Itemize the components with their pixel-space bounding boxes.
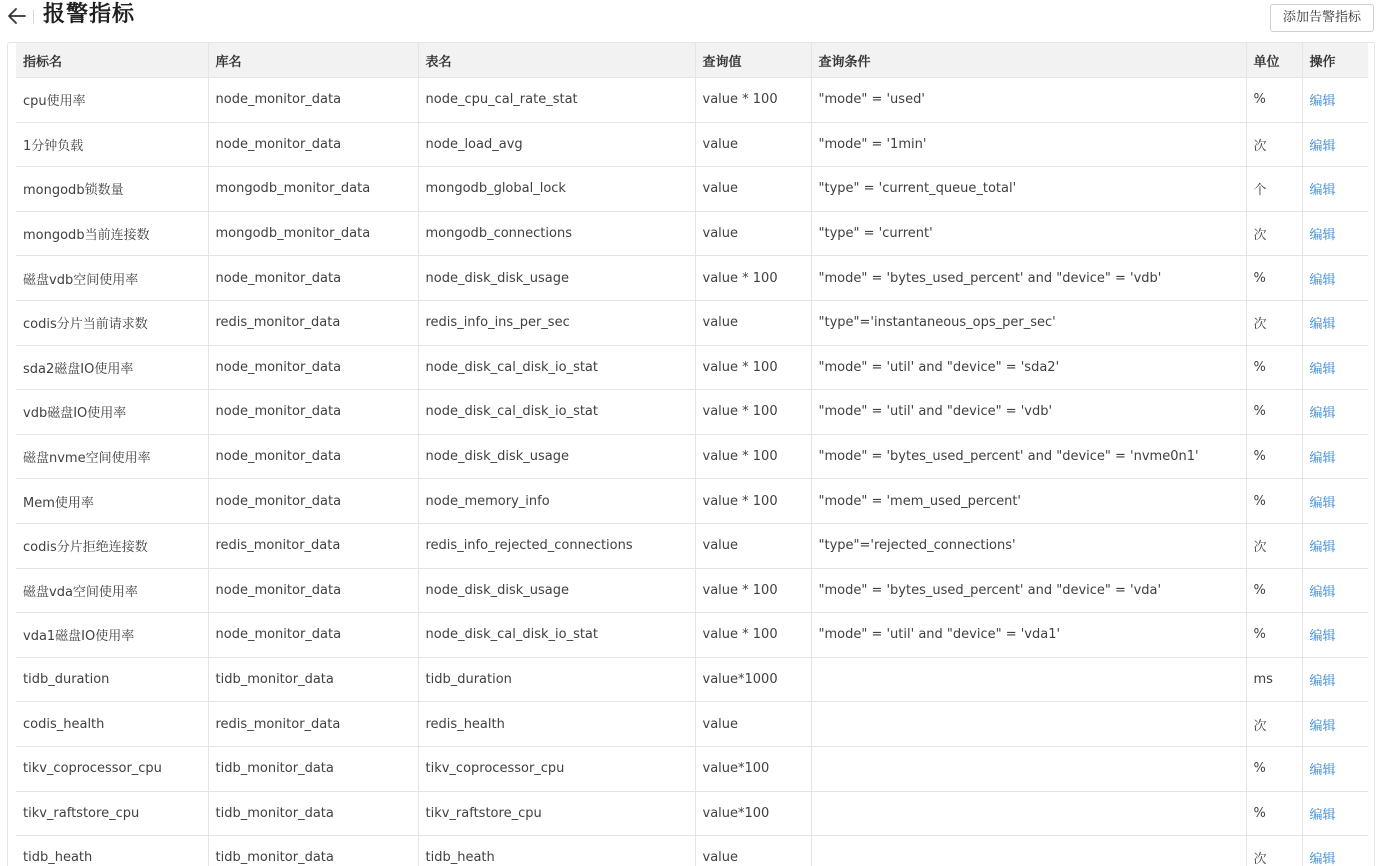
column-header-condition: 查询条件 <box>811 43 1246 78</box>
cell-action <box>1302 568 1368 613</box>
cell-action <box>1302 836 1368 866</box>
edit-link[interactable]: 编辑 <box>1309 495 1336 511</box>
cell-unit: % <box>1246 568 1302 613</box>
table-row <box>16 702 1368 747</box>
cell-query-value: value * 100 <box>695 78 811 123</box>
cell-table-name: tidb_heath <box>418 836 695 866</box>
metrics-table-container <box>7 42 1375 866</box>
cell-query-condition: "mode" = 'mem_used_percent' <box>811 479 1246 524</box>
cell-db-name: node_monitor_data <box>208 479 418 524</box>
edit-link[interactable]: 编辑 <box>1309 629 1336 645</box>
cell-query-condition: "mode" = '1min' <box>811 122 1246 167</box>
cell-table-name: node_load_avg <box>418 122 695 167</box>
table-row <box>16 345 1368 390</box>
cell-action <box>1302 78 1368 123</box>
cell-metric-name: tidb_duration <box>16 657 208 702</box>
arrow-left-icon <box>6 6 28 26</box>
cell-query-condition: "mode" = 'util' and "device" = 'vdb' <box>811 390 1246 435</box>
cell-query-condition <box>811 791 1246 836</box>
cell-action <box>1302 746 1368 791</box>
edit-link[interactable]: 编辑 <box>1309 451 1336 467</box>
table-row <box>16 479 1368 524</box>
cell-db-name: tidb_monitor_data <box>208 791 418 836</box>
cell-query-condition: "mode" = 'util' and "device" = 'sda2' <box>811 345 1246 390</box>
cell-metric-name: cpu使用率 <box>16 78 208 123</box>
column-header-value: 查询值 <box>695 43 811 78</box>
edit-link[interactable]: 编辑 <box>1309 361 1336 377</box>
cell-query-condition: "type" = 'current' <box>811 211 1246 256</box>
cell-metric-name: sda2磁盘IO使用率 <box>16 345 208 390</box>
cell-table-name: mongodb_global_lock <box>418 167 695 212</box>
add-alert-metric-button[interactable]: 添加告警指标 <box>1270 4 1374 32</box>
column-header-unit: 单位 <box>1246 43 1302 78</box>
cell-query-value: value * 100 <box>695 345 811 390</box>
cell-action <box>1302 523 1368 568</box>
metrics-table <box>16 43 1368 866</box>
cell-table-name: tikv_raftstore_cpu <box>418 791 695 836</box>
table-row <box>16 657 1368 702</box>
cell-metric-name: tikv_raftstore_cpu <box>16 791 208 836</box>
cell-db-name: tidb_monitor_data <box>208 657 418 702</box>
edit-link[interactable]: 编辑 <box>1309 183 1336 199</box>
cell-metric-name: codis_health <box>16 702 208 747</box>
cell-query-condition: "type" = 'current_queue_total' <box>811 167 1246 212</box>
edit-link[interactable]: 编辑 <box>1309 807 1336 823</box>
cell-metric-name: vdb磁盘IO使用率 <box>16 390 208 435</box>
cell-metric-name: tikv_coprocessor_cpu <box>16 746 208 791</box>
cell-unit: % <box>1246 345 1302 390</box>
table-row <box>16 568 1368 613</box>
cell-table-name: tidb_duration <box>418 657 695 702</box>
cell-table-name: node_cpu_cal_rate_stat <box>418 78 695 123</box>
cell-action <box>1302 657 1368 702</box>
cell-unit: 次 <box>1246 300 1302 345</box>
cell-query-value: value <box>695 211 811 256</box>
table-row <box>16 78 1368 123</box>
cell-metric-name: vda1磁盘IO使用率 <box>16 613 208 658</box>
cell-unit: % <box>1246 746 1302 791</box>
table-row <box>16 122 1368 167</box>
cell-action <box>1302 300 1368 345</box>
edit-link[interactable]: 编辑 <box>1309 406 1336 422</box>
edit-link[interactable]: 编辑 <box>1309 94 1336 110</box>
cell-action <box>1302 345 1368 390</box>
cell-metric-name: 磁盘vdb空间使用率 <box>16 256 208 301</box>
cell-unit: 次 <box>1246 702 1302 747</box>
table-row <box>16 390 1368 435</box>
cell-query-value: value * 100 <box>695 613 811 658</box>
cell-unit: % <box>1246 434 1302 479</box>
cell-unit: 次 <box>1246 836 1302 866</box>
page-title: 报警指标 <box>43 2 136 27</box>
cell-action <box>1302 122 1368 167</box>
cell-db-name: node_monitor_data <box>208 345 418 390</box>
cell-table-name: node_disk_disk_usage <box>418 434 695 479</box>
cell-query-value: value * 100 <box>695 434 811 479</box>
cell-db-name: node_monitor_data <box>208 256 418 301</box>
cell-action <box>1302 211 1368 256</box>
cell-db-name: mongodb_monitor_data <box>208 211 418 256</box>
table-body <box>16 78 1368 866</box>
column-header-table: 表名 <box>418 43 695 78</box>
table-row <box>16 167 1368 212</box>
edit-link[interactable]: 编辑 <box>1309 138 1336 154</box>
cell-metric-name: tidb_heath <box>16 836 208 866</box>
cell-query-condition <box>811 702 1246 747</box>
cell-query-value: value <box>695 836 811 866</box>
cell-query-value: value * 100 <box>695 479 811 524</box>
cell-db-name: node_monitor_data <box>208 568 418 613</box>
cell-db-name: node_monitor_data <box>208 613 418 658</box>
cell-query-value: value <box>695 523 811 568</box>
cell-unit: % <box>1246 256 1302 301</box>
cell-action <box>1302 167 1368 212</box>
cell-table-name: node_disk_disk_usage <box>418 568 695 613</box>
cell-query-value: value <box>695 167 811 212</box>
edit-link[interactable]: 编辑 <box>1309 763 1336 779</box>
cell-query-value: value * 100 <box>695 256 811 301</box>
cell-query-condition: "mode" = 'bytes_used_percent' and "device" = 'vda' <box>811 568 1246 613</box>
cell-query-value: value <box>695 300 811 345</box>
cell-table-name: node_disk_cal_disk_io_stat <box>418 390 695 435</box>
table-row <box>16 434 1368 479</box>
cell-query-condition <box>811 836 1246 866</box>
cell-metric-name: 磁盘nvme空间使用率 <box>16 434 208 479</box>
cell-table-name: redis_health <box>418 702 695 747</box>
cell-db-name: redis_monitor_data <box>208 702 418 747</box>
cell-query-value: value <box>695 702 811 747</box>
table-header-row <box>16 43 1368 78</box>
cell-unit: % <box>1246 613 1302 658</box>
edit-link[interactable]: 编辑 <box>1309 317 1336 333</box>
cell-query-value: value <box>695 122 811 167</box>
cell-query-condition: "type"='instantaneous_ops_per_sec' <box>811 300 1246 345</box>
cell-unit: % <box>1246 390 1302 435</box>
cell-metric-name: codis分片拒绝连接数 <box>16 523 208 568</box>
edit-link[interactable]: 编辑 <box>1309 540 1336 556</box>
back-button[interactable] <box>6 6 30 26</box>
cell-action <box>1302 256 1368 301</box>
cell-action <box>1302 613 1368 658</box>
cell-table-name: redis_info_ins_per_sec <box>418 300 695 345</box>
cell-table-name: node_disk_cal_disk_io_stat <box>418 345 695 390</box>
cell-table-name: node_disk_cal_disk_io_stat <box>418 613 695 658</box>
header-divider <box>33 10 34 24</box>
cell-query-value: value*100 <box>695 746 811 791</box>
cell-action <box>1302 702 1368 747</box>
table-row <box>16 836 1368 866</box>
cell-query-condition <box>811 746 1246 791</box>
edit-link[interactable]: 编辑 <box>1309 584 1336 600</box>
cell-db-name: node_monitor_data <box>208 78 418 123</box>
column-header-action: 操作 <box>1302 43 1368 78</box>
table-row <box>16 300 1368 345</box>
table-row <box>16 613 1368 658</box>
cell-query-value: value * 100 <box>695 390 811 435</box>
cell-metric-name: 磁盘vda空间使用率 <box>16 568 208 613</box>
table-row <box>16 746 1368 791</box>
cell-table-name: tikv_coprocessor_cpu <box>418 746 695 791</box>
cell-table-name: node_memory_info <box>418 479 695 524</box>
cell-metric-name: mongodb锁数量 <box>16 167 208 212</box>
page-header <box>0 0 1380 40</box>
cell-metric-name: 1分钟负载 <box>16 122 208 167</box>
cell-query-value: value*1000 <box>695 657 811 702</box>
cell-action <box>1302 479 1368 524</box>
cell-action <box>1302 390 1368 435</box>
cell-db-name: tidb_monitor_data <box>208 836 418 866</box>
edit-link[interactable]: 编辑 <box>1309 674 1336 690</box>
cell-unit: % <box>1246 479 1302 524</box>
cell-unit: 次 <box>1246 122 1302 167</box>
cell-db-name: mongodb_monitor_data <box>208 167 418 212</box>
cell-metric-name: codis分片当前请求数 <box>16 300 208 345</box>
cell-unit: ms <box>1246 657 1302 702</box>
cell-unit: 个 <box>1246 167 1302 212</box>
cell-db-name: node_monitor_data <box>208 390 418 435</box>
table-row <box>16 523 1368 568</box>
cell-metric-name: mongodb当前连接数 <box>16 211 208 256</box>
column-header-metric: 指标名 <box>16 43 208 78</box>
cell-metric-name: Mem使用率 <box>16 479 208 524</box>
edit-link[interactable]: 编辑 <box>1309 718 1336 734</box>
table-row <box>16 211 1368 256</box>
cell-db-name: node_monitor_data <box>208 434 418 479</box>
edit-link[interactable]: 编辑 <box>1309 272 1336 288</box>
column-header-db: 库名 <box>208 43 418 78</box>
cell-query-value: value*100 <box>695 791 811 836</box>
cell-table-name: node_disk_disk_usage <box>418 256 695 301</box>
cell-unit: % <box>1246 78 1302 123</box>
cell-query-condition: "mode" = 'bytes_used_percent' and "device" = 'nvme0n1' <box>811 434 1246 479</box>
cell-db-name: redis_monitor_data <box>208 523 418 568</box>
cell-query-condition: "mode" = 'util' and "device" = 'vda1' <box>811 613 1246 658</box>
edit-link[interactable]: 编辑 <box>1309 228 1336 244</box>
cell-db-name: tidb_monitor_data <box>208 746 418 791</box>
cell-unit: 次 <box>1246 523 1302 568</box>
cell-query-condition: "type"='rejected_connections' <box>811 523 1246 568</box>
cell-db-name: node_monitor_data <box>208 122 418 167</box>
cell-action <box>1302 791 1368 836</box>
cell-query-condition: "mode" = 'bytes_used_percent' and "device" = 'vdb' <box>811 256 1246 301</box>
cell-query-condition <box>811 657 1246 702</box>
cell-table-name: redis_info_rejected_connections <box>418 523 695 568</box>
cell-query-condition: "mode" = 'used' <box>811 78 1246 123</box>
table-row <box>16 791 1368 836</box>
cell-action <box>1302 434 1368 479</box>
cell-table-name: mongodb_connections <box>418 211 695 256</box>
edit-link[interactable]: 编辑 <box>1309 852 1336 866</box>
cell-unit: % <box>1246 791 1302 836</box>
cell-db-name: redis_monitor_data <box>208 300 418 345</box>
table-row <box>16 256 1368 301</box>
cell-query-value: value * 100 <box>695 568 811 613</box>
cell-unit: 次 <box>1246 211 1302 256</box>
